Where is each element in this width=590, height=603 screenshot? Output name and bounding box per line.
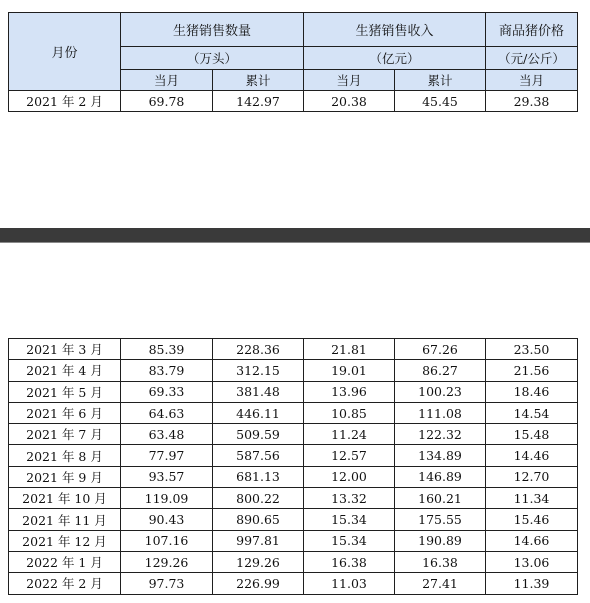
revenue-cumulative-cell: 100.23: [395, 381, 486, 402]
table-row: [9, 381, 578, 402]
volume-monthly-cell: 77.97: [121, 445, 213, 466]
volume-cumulative-cell: 129.26: [213, 551, 304, 572]
table-row: [9, 445, 578, 466]
month-cell: 2021 年 10 月: [9, 488, 121, 509]
revenue-cumulative-cell: 134.89: [395, 445, 486, 466]
revenue-monthly-cell: 21.81: [304, 339, 395, 360]
table-row: [9, 91, 578, 112]
revenue-monthly-cell: 15.34: [304, 530, 395, 551]
month-cell: 2021 年 5 月: [9, 381, 121, 402]
volume-cumulative-cell: 312.15: [213, 360, 304, 381]
revenue-monthly-header: 当月: [304, 70, 395, 91]
volume-monthly-cell: 69.78: [121, 91, 213, 112]
table-row: [9, 466, 578, 487]
volume-cumulative-cell: 142.97: [213, 91, 304, 112]
volume-cumulative-cell: 381.48: [213, 381, 304, 402]
table-row: [9, 551, 578, 572]
volume-monthly-cell: 69.33: [121, 381, 213, 402]
revenue-cumulative-header: 累计: [395, 70, 486, 91]
sales-table-continued: [8, 338, 578, 595]
table-row: [9, 573, 578, 594]
price-cell: 14.46: [486, 445, 578, 466]
volume-monthly-cell: 129.26: [121, 551, 213, 572]
revenue-cumulative-cell: 175.55: [395, 509, 486, 530]
sales-volume-header: 生猪销售数量: [121, 13, 304, 47]
revenue-monthly-cell: 13.96: [304, 381, 395, 402]
volume-cumulative-cell: 997.81: [213, 530, 304, 551]
table-row: [9, 360, 578, 381]
volume-monthly-cell: 119.09: [121, 488, 213, 509]
volume-cumulative-cell: 800.22: [213, 488, 304, 509]
volume-cumulative-cell: 587.56: [213, 445, 304, 466]
price-monthly-header: 当月: [486, 70, 578, 91]
table-row: [9, 339, 578, 360]
price-cell: 15.48: [486, 424, 578, 445]
month-cell: 2021 年 3 月: [9, 339, 121, 360]
page-break-divider: [0, 228, 590, 243]
table-row: [9, 530, 578, 551]
price-cell: 13.06: [486, 551, 578, 572]
month-cell: 2022 年 2 月: [9, 573, 121, 594]
volume-monthly-cell: 83.79: [121, 360, 213, 381]
month-cell: 2021 年 6 月: [9, 402, 121, 423]
revenue-cumulative-cell: 122.32: [395, 424, 486, 445]
table-row: [9, 488, 578, 509]
revenue-cumulative-cell: 27.41: [395, 573, 486, 594]
revenue-monthly-cell: 19.01: [304, 360, 395, 381]
volume-cumulative-cell: 446.11: [213, 402, 304, 423]
month-cell: 2021 年 2 月: [9, 91, 121, 112]
price-cell: 18.46: [486, 381, 578, 402]
month-cell: 2021 年 7 月: [9, 424, 121, 445]
price-cell: 11.34: [486, 488, 578, 509]
volume-cumulative-header: 累计: [213, 70, 304, 91]
table-row: [9, 509, 578, 530]
sales-volume-unit: （万头）: [121, 47, 304, 70]
volume-monthly-cell: 85.39: [121, 339, 213, 360]
price-cell: 29.38: [486, 91, 578, 112]
price-cell: 12.70: [486, 466, 578, 487]
month-cell: 2021 年 12 月: [9, 530, 121, 551]
revenue-cumulative-cell: 45.45: [395, 91, 486, 112]
volume-monthly-cell: 90.43: [121, 509, 213, 530]
volume-monthly-cell: 64.63: [121, 402, 213, 423]
volume-monthly-cell: 93.57: [121, 466, 213, 487]
hog-price-unit: （元/公斤）: [486, 47, 578, 70]
month-cell: 2022 年 1 月: [9, 551, 121, 572]
price-cell: 23.50: [486, 339, 578, 360]
table-row: [9, 424, 578, 445]
revenue-cumulative-cell: 160.21: [395, 488, 486, 509]
revenue-monthly-cell: 13.32: [304, 488, 395, 509]
volume-cumulative-cell: 228.36: [213, 339, 304, 360]
revenue-cumulative-cell: 111.08: [395, 402, 486, 423]
volume-cumulative-cell: 681.13: [213, 466, 304, 487]
revenue-monthly-cell: 11.03: [304, 573, 395, 594]
price-cell: 21.56: [486, 360, 578, 381]
volume-cumulative-cell: 509.59: [213, 424, 304, 445]
volume-cumulative-cell: 890.65: [213, 509, 304, 530]
revenue-monthly-cell: 15.34: [304, 509, 395, 530]
price-cell: 11.39: [486, 573, 578, 594]
price-cell: 15.46: [486, 509, 578, 530]
revenue-monthly-cell: 10.85: [304, 402, 395, 423]
hog-price-header: 商品猪价格: [486, 13, 578, 47]
volume-cumulative-cell: 226.99: [213, 573, 304, 594]
volume-monthly-cell: 97.73: [121, 573, 213, 594]
revenue-cumulative-cell: 67.26: [395, 339, 486, 360]
revenue-cumulative-cell: 16.38: [395, 551, 486, 572]
revenue-monthly-cell: 20.38: [304, 91, 395, 112]
price-cell: 14.66: [486, 530, 578, 551]
revenue-cumulative-cell: 190.89: [395, 530, 486, 551]
month-cell: 2021 年 4 月: [9, 360, 121, 381]
revenue-monthly-cell: 11.24: [304, 424, 395, 445]
sales-table-header-section: [8, 12, 578, 112]
revenue-cumulative-cell: 86.27: [395, 360, 486, 381]
month-cell: 2021 年 11 月: [9, 509, 121, 530]
month-cell: 2021 年 8 月: [9, 445, 121, 466]
table-row: [9, 402, 578, 423]
volume-monthly-cell: 63.48: [121, 424, 213, 445]
revenue-monthly-cell: 12.57: [304, 445, 395, 466]
header-row-titles: [9, 13, 578, 47]
revenue-cumulative-cell: 146.89: [395, 466, 486, 487]
price-cell: 14.54: [486, 402, 578, 423]
volume-monthly-cell: 107.16: [121, 530, 213, 551]
month-cell: 2021 年 9 月: [9, 466, 121, 487]
sales-revenue-header: 生猪销售收入: [304, 13, 486, 47]
revenue-monthly-cell: 16.38: [304, 551, 395, 572]
revenue-monthly-cell: 12.00: [304, 466, 395, 487]
month-column-header: 月份: [9, 13, 121, 91]
volume-monthly-header: 当月: [121, 70, 213, 91]
sales-revenue-unit: （亿元）: [304, 47, 486, 70]
